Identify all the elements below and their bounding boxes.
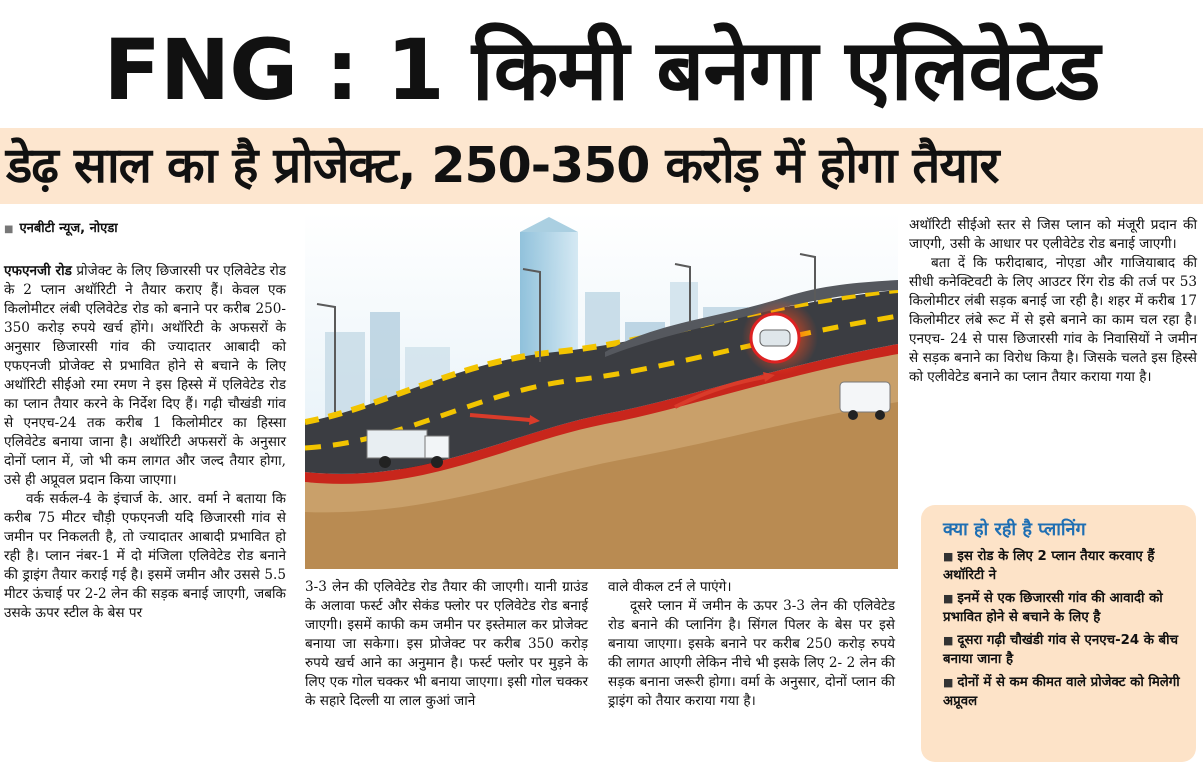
article-paragraph: अथॉरिटी सीईओ स्तर से जिस प्लान को मंजूरी प्रदान की जाएगी, उसी के आधार पर एलीवेटेड रोड बनाई जाएगी।	[909, 217, 1197, 252]
byline-bullet-icon: ■	[4, 224, 14, 235]
boxout-item-text: दूसरा गढ़ी चौखंडी गांव से एनएच-24 के बीच बनाया जाना है	[943, 633, 1179, 667]
article-column-2	[305, 578, 588, 711]
bullet-icon: ■	[943, 550, 954, 563]
lead-in: एफएनजी रोड	[4, 263, 72, 279]
byline	[4, 218, 118, 236]
article-paragraph: वर्क सर्कल-4 के इंचार्ज के. आर. वर्मा ने बताया कि करीब 75 मीटर चौड़ी एफएनजी यदि छिजारसी गांव से जमीन पर निकलती है, तो ज्यादातर आबादी प्रभावित हो रही है। प्लान नंबर-1 में दो मंजिला एलिवेटेड रोड बनाने की ड्राइंग तैयार कराई गई है। इसमें जमीन और उससे 5.5 मीटर ऊंचाई पर 2-2 लेन की सड़क बनाई जाएगी, जबकि उसके ऊपर स्टील के बेस पर	[4, 491, 286, 621]
byline-text: एनबीटी न्यूज, नोएडा	[19, 221, 118, 236]
boxout-item	[943, 631, 1180, 669]
headline: FNG : 1 किमी बनेगा एलिवेटेड	[103, 21, 1100, 119]
article-paragraph: 3-3 लेन की एलिवेटेड रोड तैयार की जाएगी। यानी ग्राउंड के अलावा फर्स्ट और सेकंड फ्लोर पर एलिवेटेड रोड बनाई जाएगी। इसमें काफी कम जमीन पर इस्तेमाल कर प्रोजेक्ट बनाया जा सकेगा। इस प्रोजेक्ट पर करीब 350 करोड़ रुपये खर्च आने का अनुमान है। फर्स्ट फ्लोर पर मुड़ने के लिए एक गोल चक्कर भी बनाया जाएगा। इसी गोल चक्कर के सहारे दिल्ली या लाल कुआं जाने	[305, 579, 588, 709]
article-column-3	[608, 578, 895, 711]
bullet-icon: ■	[943, 634, 954, 647]
boxout-title: क्या हो रही है प्लानिंग	[943, 519, 1086, 540]
article-paragraph: वाले वीकल टर्न ले पाएंगे।	[608, 579, 732, 595]
elevated-road-illustration	[305, 212, 898, 569]
subheadline: डेढ़ साल का है प्रोजेक्ट, 250-350 करोड़ में होगा तैयार	[0, 128, 1203, 204]
article-paragraph: बता दें कि फरीदाबाद, नोएडा और गाजियाबाद की सीधी कनेक्टिवटी के लिए आउटर रिंग रोड की तर्ज पर 53 किलोमीटर लंबी सड़क बनाई जा रही है। शहर में करीब 17 किलोमीटर लंबे रूट में से इसे बनाने का काम चल रहा है। एनएच- 24 से पास छिजारसी गांव के निवासियों ने जमीन से सड़क बनाने का विरोध किया है। जिसके चलते इस हिस्से को एलीवेटेड बनाने का प्लान तैयार कराया गया है।	[909, 255, 1197, 385]
article-column-4	[909, 216, 1197, 387]
boxout-item	[943, 589, 1180, 627]
boxout-item-text: इस रोड के लिए 2 प्लान तैयार करवाए हैं अथॉरिटी ने	[943, 549, 1155, 583]
bullet-icon: ■	[943, 676, 954, 689]
article-paragraph	[4, 262, 286, 490]
article-paragraph: दूसरे प्लान में जमीन के ऊपर 3-3 लेन की एलिवेटेड रोड बनाने की प्लानिंग है। सिंगल पिलर के बेस पर इसे बनाया जाएगा। इसके बनाने पर करीब 250 करोड़ रुपये की लागत आएगी लेकिन नीचे भी इसके लिए 2- 2 लेन की सड़क बनाना जरूरी होगा। वर्मा के अनुसार, दोनों प्लान की ड्राइंग को तैयार कराया गया है।	[608, 598, 895, 709]
road-graphic	[305, 212, 898, 569]
boxout-item-text: दोनों में से कम कीमत वाले प्रोजेक्ट को मिलेगी अप्रूवल	[943, 675, 1180, 709]
boxout-item	[943, 547, 1180, 585]
planning-boxout	[921, 505, 1196, 762]
boxout-item-text: इनमें से एक छिजारसी गांव की आवादी को प्रभावित होने से बचाने के लिए है	[943, 591, 1163, 625]
article-column-1	[4, 262, 286, 623]
paragraph-text: प्रोजेक्ट के लिए छिजारसी पर एलिवेटेड रोड के 2 प्लान अथॉरिटी ने तैयार कराए हैं। केवल एक किलोमीटर लंबी एलिवेटेड रोड को बनाने पर करीब 250-350 करोड़ रुपये खर्च होंगे। अथॉरिटी के अफसरों के अनुसार छिजारसी गांव की ज्यादातर आबादी को एफएनजी प्रोजेक्ट से प्रभावित होने से बचाने के लिए अथॉरिटी सीईओ रमा रमण ने इस हिस्से में एलिवेटेड रोड का प्लान तैयार करने के निर्देश दिए हैं। गढ़ी चौखंडी गांव से एनएच-24 तक करीब 1 किलोमीटर का हिस्सा एलिवेटेड बनाया जाना है। अथॉरिटी अफसरों के अनुसार दोनों प्लान में, जो भी कम लागत और जल्द तैयार होगा, उसे ही अप्रूवल प्रदान किया जाएगा।	[4, 263, 286, 488]
bullet-icon: ■	[943, 592, 954, 605]
boxout-item	[943, 673, 1180, 711]
